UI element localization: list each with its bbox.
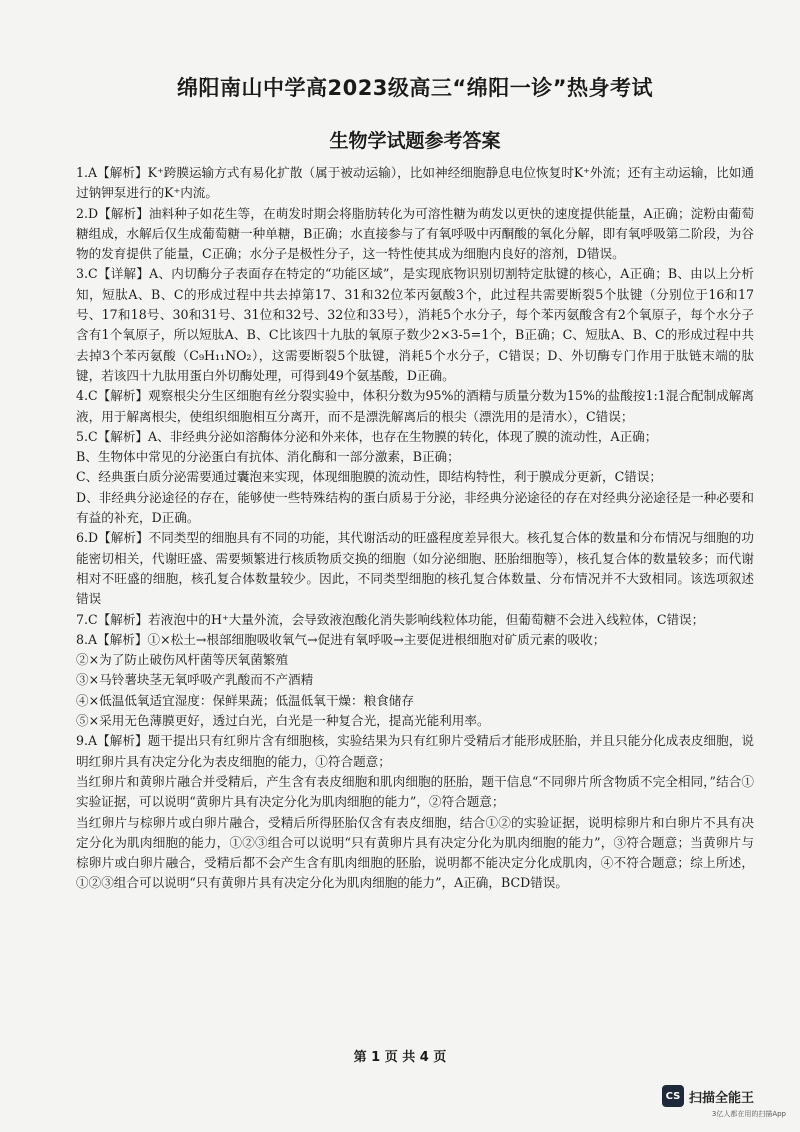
answer-paragraph: 8.A【解析】①×松土→根部细胞吸收氧气→促进有氧呼吸→主要促进根细胞对矿质元素的吸收；: [76, 631, 606, 647]
answer-paragraph: B、生物体中常见的分泌蛋白有抗体、消化酶和一部分激素，B正确；: [76, 449, 460, 465]
answer-paragraph: 2.D【解析】油料种子如花生等，在萌发时期会将脂肪转化为可溶性糖为萌发以更快的速度提供能量，A正确；淀粉由葡萄糖组成，水解后仅生成葡萄糖一种单糖，B正确；水直接参与了有氧呼吸中丙酮酸的氧化分解，即有氧呼吸第二阶段，为谷物的发育提供了能量，C正确；水分子是极性分子，这一特性使其成为细胞内良好的溶剂，D错误。: [76, 205, 754, 262]
answer-paragraph: 6.D【解析】不同类型的细胞具有不同的功能，其代谢活动的旺盛程度差异很大。核孔复合体的数量和分布情况与细胞的功能密切相关，代谢旺盛、需要频繁进行核质物质交换的细胞（如分泌细胞、胚胎细胞等），核孔复合体的数量较多；而代谢相对不旺盛的细胞，核孔复合体数量较少。因此，不同类型细胞的核孔复合体数量、分布情况并不大致相同。该选项叙述错误: [76, 530, 754, 607]
answer-paragraph: D、非经典分泌途径的存在，能够使一些特殊结构的蛋白质易于分泌，非经典分泌途径的存在对经典分泌途径是一种必要和有益的补充，D正确。: [76, 489, 754, 526]
exam-title: 绵阳南山中学高2023级高三“绵阳一诊”热身考试: [176, 76, 654, 100]
scanner-watermark: [662, 1085, 786, 1119]
answer-paragraph: 4.C【解析】观察根尖分生区细胞有丝分裂实验中，体积分数为95%的酒精与质量分数为15%的盐酸按1:1混合配制成解离液，用于解离根尖，使组织细胞相互分离开，而不是漂洗解离后的根尖（漂洗用的是清水），C错误；: [76, 388, 754, 424]
answer-paragraph: 3.C【详解】A、内切酶分子表面存在特定的“功能区域”，是实现底物识别切割特定肽键的核心，A正确；B、由以上分析知，短肽A、B、C的形成过程中共去掉第17、31和32位苯丙氨酸3个，此过程共需要断裂5个肽键（分别位于16和17号、17和18号、30和31号、31位和32号、32位和33号），消耗5个水分子，每个苯丙氨酸含有2个氧原子，每个水分子含有1个氧原子，所以短肽A、B、C比该四十九肽的氧原子数少2×3-5=1个，B正确；C、短肽A、B、C的形成过程中共去掉3个苯丙氨酸（C₉H₁₁NO₂），这需要断裂5个肽键，消耗5个水分子，C错误；D、外切酶专门作用于肽链末端的肽键，若该四十九肽用蛋白外切酶处理，可得到49个氨基酸，D正确。: [76, 266, 754, 383]
answer-paragraph: 7.C【解析】若液泡中的H⁺大量外流，会导致液泡酸化消失影响线粒体功能，但葡萄糖不会进入线粒体，C错误；: [76, 611, 705, 627]
answer-paragraph: 当红卵片和黄卵片融合并受精后，产生含有表皮细胞和肌肉细胞的胚胎，题干信息“不同卵片所含物质不完全相同，”结合①实验证据，可以说明“黄卵片具有决定分化为肌肉细胞的能力”，②符合题意；: [76, 773, 754, 810]
answer-paragraph: C、经典蛋白质分泌需要通过囊泡来实现，体现细胞膜的流动性，即结构特性，利于膜成分更新，C错误；: [76, 469, 662, 485]
page-number: 第 1 页 共 4 页: [353, 1050, 447, 1065]
answer-paragraph: ⑤×采用无色薄膜更好，透过白光，白光是一种复合光，提高光能利用率。: [76, 713, 490, 729]
answer-content: [76, 163, 754, 894]
answer-paragraph: ②×为了防止破伤风杆菌等厌氧菌繁殖: [76, 652, 289, 668]
answer-paragraph: ④×低温低氧适宜湿度：保鲜果蔬；低温低氧干燥：粮食储存: [76, 692, 414, 708]
answer-paragraph: 1.A【解析】K⁺跨膜运输方式有易化扩散（属于被动运输），比如神经细胞静息电位恢复时K⁺外流；还有主动运输，比如通过钠钾泵进行的K⁺内流。: [76, 165, 754, 201]
answer-paragraph: 5.C【解析】A、非经典分泌如溶酶体分泌和外来体，也存在生物膜的转化，体现了膜的流动性，A正确；: [76, 428, 658, 444]
scanner-tagline: 3亿人都在用的扫描App: [711, 1110, 786, 1118]
answer-paragraph: ③×马铃薯块茎无氧呼吸产乳酸而不产酒精: [76, 672, 314, 688]
answer-paragraph: 当红卵片与棕卵片或白卵片融合，受精后所得胚胎仅含有表皮细胞，结合①②的实验证据，说明棕卵片和白卵片不具有决定分化为肌肉细胞的能力，①②③组合可以说明“只有黄卵片具有决定分化为肌肉细胞的能力”，③符合题意；当黄卵片与棕卵片或白卵片融合，受精后都不会产生含有肌肉细胞的胚胎，说明都不能决定分化成肌肉，④不符合题意；综上所述，①②③组合可以说明“只有黄卵片具有决定分化为肌肉细胞的能力”，A正确，BCD错误。: [76, 814, 754, 891]
scanner-logo-icon: CS: [662, 1085, 684, 1107]
answer-key-subtitle: 生物学试题参考答案: [329, 130, 501, 152]
answer-paragraph: 9.A【解析】题干提出只有红卵片含有细胞核，实验结果为只有红卵片受精后才能形成胚胎，并且只能分化成表皮细胞，说明红卵片具有决定分化为表皮细胞的能力，①符合题意；: [76, 733, 754, 769]
scanner-brand: 扫描全能王: [689, 1090, 755, 1106]
